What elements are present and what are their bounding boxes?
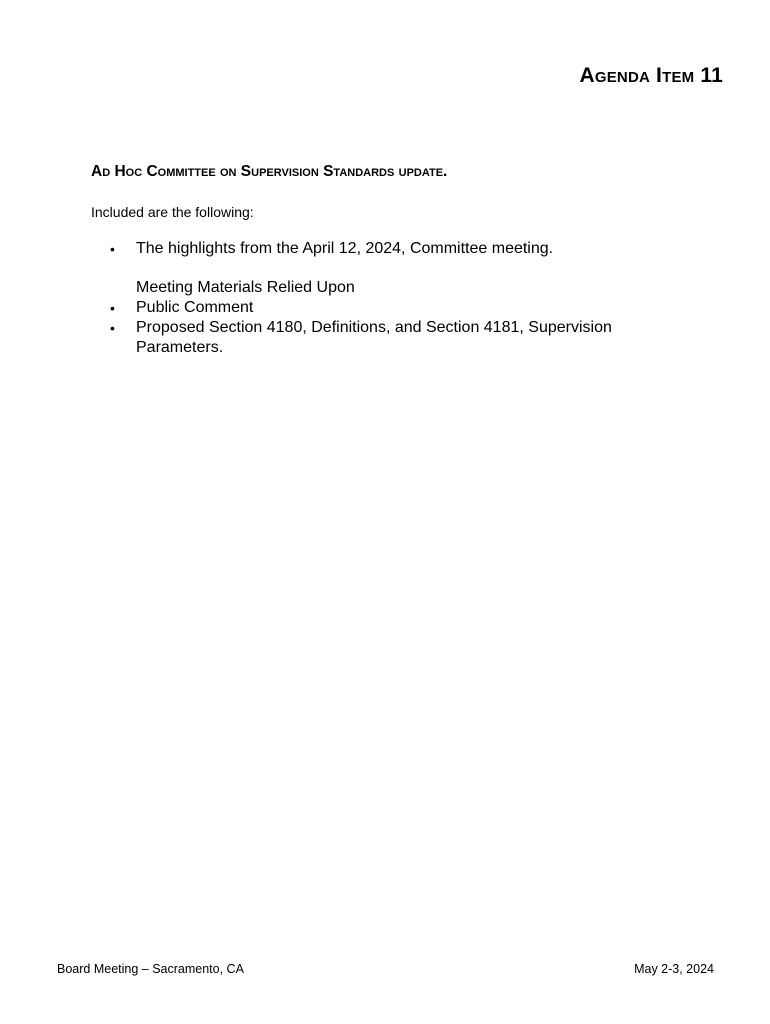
list-item-text: Proposed Section 4180, Definitions, and Section 4181, Supervision Parameters.: [136, 319, 612, 356]
footer-meeting-date: May 2-3, 2024: [634, 962, 714, 976]
document-title: Ad Hoc Committee on Supervision Standards update.: [91, 163, 448, 180]
list-item: [110, 278, 670, 298]
bullet-icon: •: [110, 300, 115, 316]
list-item: [110, 318, 670, 358]
list-item-text: Meeting Materials Relied Upon: [136, 279, 355, 296]
bullet-icon: •: [110, 320, 115, 336]
agenda-item-label: Agenda Item 11: [579, 64, 723, 87]
bullet-icon: •: [110, 241, 115, 257]
list-spacer: [110, 259, 670, 278]
footer-meeting-location: Board Meeting – Sacramento, CA: [57, 962, 244, 976]
intro-text: Included are the following:: [91, 204, 254, 220]
items-list: [110, 239, 670, 358]
list-item: [110, 298, 670, 318]
list-item-text: The highlights from the April 12, 2024, Committee meeting.: [136, 240, 554, 257]
list-item-text: Public Comment: [136, 299, 254, 316]
list-item: [110, 239, 670, 259]
